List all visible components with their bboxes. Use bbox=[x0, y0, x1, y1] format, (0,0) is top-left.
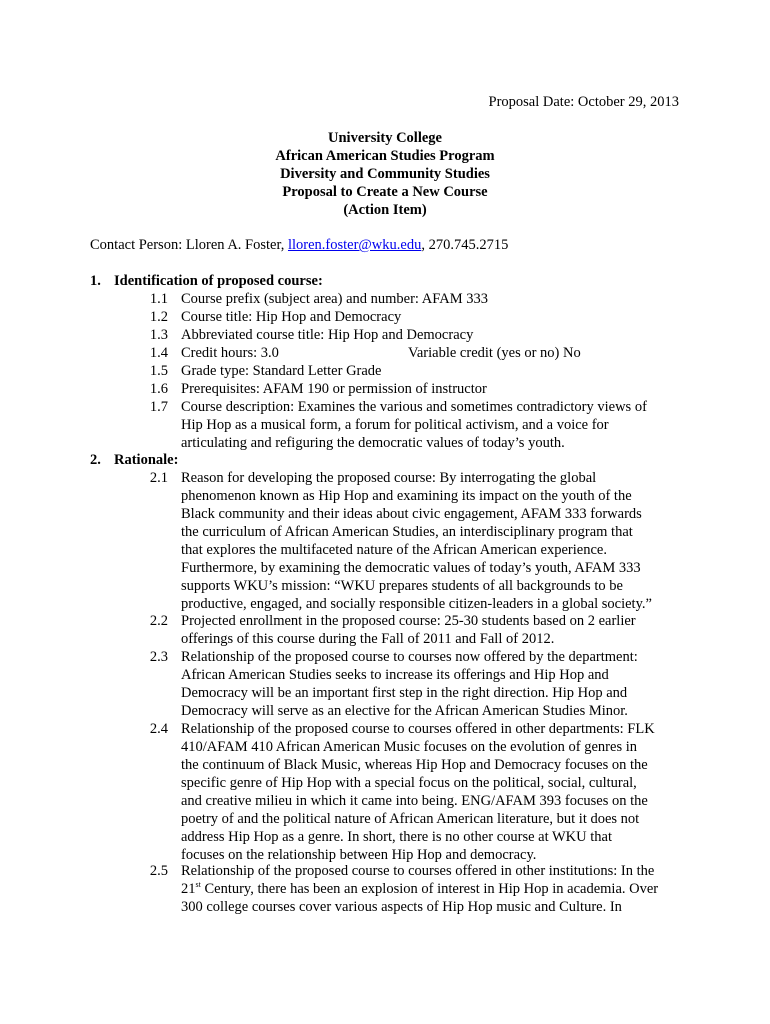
item-text: articulating and refiguring the democratic values of today’s youth. bbox=[181, 435, 565, 451]
item-number: 2.4 bbox=[149, 721, 168, 737]
proposal-date: Proposal Date: October 29, 2013 bbox=[488, 94, 679, 110]
item-number: 1.4 bbox=[149, 345, 168, 361]
variable-credit: Variable credit (yes or no) No bbox=[408, 345, 581, 361]
section-title: Identification of proposed course: bbox=[114, 273, 323, 289]
item-number: 1.6 bbox=[149, 381, 168, 397]
item-text: Hip Hop as a musical form, a forum for political activism, and a voice for bbox=[181, 417, 609, 433]
section-heading-2 bbox=[90, 451, 178, 469]
item-text: 300 college courses cover various aspects of Hip Hop music and Culture. In bbox=[181, 899, 622, 915]
item-text: poetry of and the political nature of African American literature, but it does not bbox=[181, 811, 640, 827]
section-title: Rationale: bbox=[114, 452, 179, 468]
item-text: phenomenon known as Hip Hop and examining its impact on the youth of the bbox=[181, 488, 632, 504]
item-text: Democracy will serve as an elective for the African American Studies Minor. bbox=[181, 703, 628, 719]
item-text bbox=[181, 880, 676, 898]
contact-email-link[interactable]: lloren.foster@wku.edu bbox=[287, 237, 422, 253]
item-text: supports WKU’s mission: “WKU prepares students of all backgrounds to be bbox=[181, 578, 623, 594]
item-number: 2.1 bbox=[149, 470, 168, 486]
item-text: Furthermore, by examining the democratic values of today’s youth, AFAM 333 bbox=[181, 560, 641, 576]
item-number: 1.7 bbox=[149, 399, 168, 415]
contact-line bbox=[90, 236, 508, 254]
item-text: Relationship of the proposed course to courses now offered by the department: bbox=[181, 649, 638, 665]
credit-hours: Credit hours: 3.0 bbox=[181, 345, 279, 361]
item-text: the curriculum of African American Studies, an interdisciplinary program that bbox=[181, 524, 633, 540]
section-heading-1 bbox=[90, 272, 323, 290]
item-text: specific genre of Hip Hop with a special focus on the political, social, cultural, bbox=[181, 775, 637, 791]
item-number: 2.5 bbox=[149, 863, 168, 879]
contact-label: Contact Person: Lloren A. Foster, bbox=[90, 237, 288, 253]
item-text: that explores the multifaceted nature of the African American experience. bbox=[181, 542, 607, 558]
item-text: Relationship of the proposed course to courses offered in other institutions: In the bbox=[181, 863, 655, 879]
item-text: Projected enrollment in the proposed course: 25-30 students based on 2 earlier bbox=[181, 613, 636, 629]
item-text: Abbreviated course title: Hip Hop and Democracy bbox=[181, 327, 474, 343]
document-header bbox=[0, 129, 770, 219]
item-number: 2.3 bbox=[149, 649, 168, 665]
item-number: 1.1 bbox=[149, 291, 168, 307]
header-line: African American Studies Program bbox=[275, 148, 495, 164]
item-text: Relationship of the proposed course to courses offered in other departments: FLK bbox=[181, 721, 655, 737]
ordinal-suffix: st bbox=[195, 880, 201, 890]
header-line: (Action Item) bbox=[343, 202, 427, 218]
item-number: 2.2 bbox=[149, 613, 168, 629]
contact-phone: , 270.745.2715 bbox=[421, 237, 509, 253]
item-text: Course title: Hip Hop and Democracy bbox=[181, 309, 402, 325]
header-line: Diversity and Community Studies bbox=[280, 166, 490, 182]
item-number: 1.5 bbox=[149, 363, 168, 379]
item-text: Prerequisites: AFAM 190 or permission of instructor bbox=[181, 381, 487, 397]
item-text: Reason for developing the proposed course: By interrogating the global bbox=[181, 470, 597, 486]
item-text: address Hip Hop as a genre. In short, there is no other course at WKU that bbox=[181, 829, 612, 845]
section-number: 1. bbox=[90, 273, 101, 289]
item-text: focuses on the relationship between Hip Hop and democracy. bbox=[181, 847, 537, 863]
item-text: productive, engaged, and socially responsible citizen-leaders in a global society.” bbox=[181, 596, 652, 612]
item-text: Course description: Examines the various and sometimes contradictory views of bbox=[181, 399, 647, 415]
item-text: Black community and their ideas about civic engagement, AFAM 333 forwards bbox=[181, 506, 642, 522]
item-text: Democracy will be an important first step in the right direction. Hip Hop and bbox=[181, 685, 628, 701]
item-number: 1.2 bbox=[149, 309, 168, 325]
item-text: 410/AFAM 410 African American Music focuses on the evolution of genres in bbox=[181, 739, 637, 755]
header-line: Proposal to Create a New Course bbox=[282, 184, 488, 200]
item-text: African American Studies seeks to increase its offerings and Hip Hop and bbox=[181, 667, 609, 683]
century-number: 21 bbox=[181, 881, 196, 897]
item-text: the continuum of Black Music, whereas Hip Hop and Democracy focuses on the bbox=[181, 757, 648, 773]
header-line: University College bbox=[328, 130, 442, 146]
item-text: offerings of this course during the Fall of 2011 and Fall of 2012. bbox=[181, 631, 555, 647]
item-text-rest: Century, there has been an explosion of interest in Hip Hop in academia. Over bbox=[200, 881, 659, 897]
item-text: Grade type: Standard Letter Grade bbox=[181, 363, 382, 379]
item-text: Course prefix (subject area) and number: AFAM 333 bbox=[181, 291, 488, 307]
section-number: 2. bbox=[90, 452, 101, 468]
item-text: and creative milieu in which it came into being. ENG/AFAM 393 focuses on the bbox=[181, 793, 648, 809]
item-number: 1.3 bbox=[149, 327, 168, 343]
